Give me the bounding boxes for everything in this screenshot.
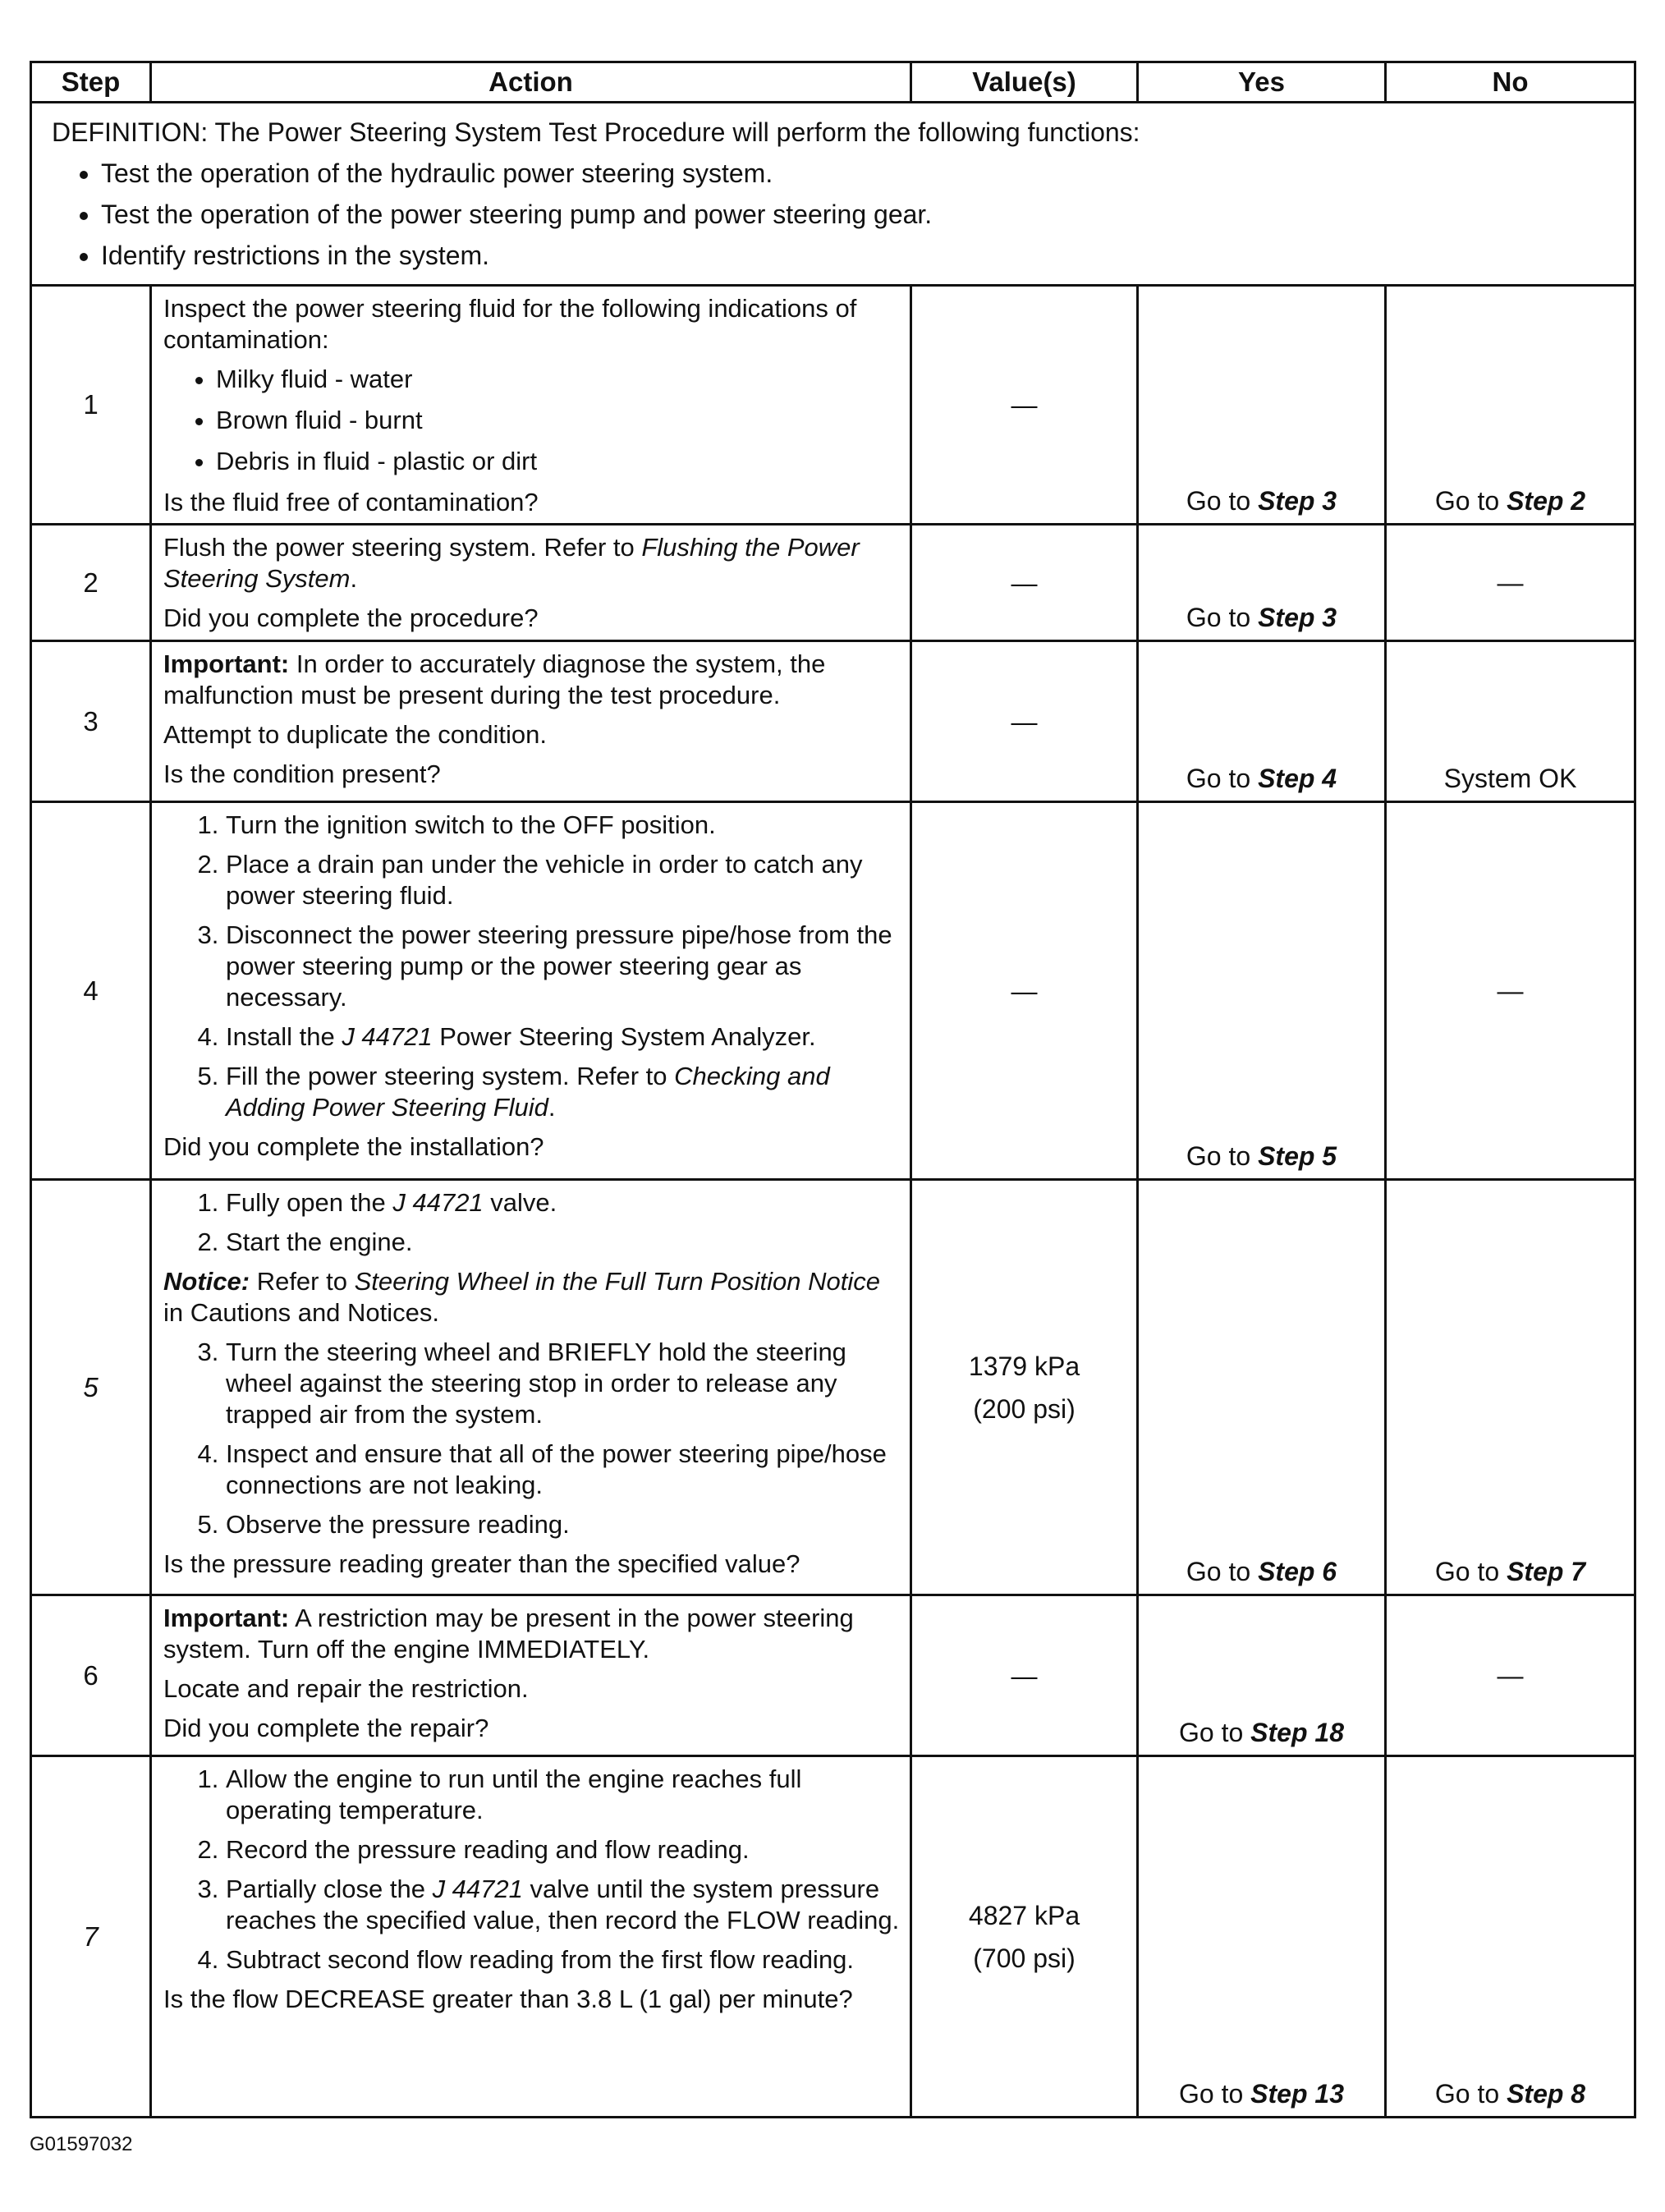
procedure-list <box>163 1187 901 1258</box>
yes-goto <box>1139 1141 1384 1172</box>
step-number: 3 <box>31 641 151 802</box>
goto-label: Go to <box>1434 1557 1500 1586</box>
yes-cell <box>1138 641 1386 802</box>
action-text <box>163 532 901 594</box>
no-dash: — <box>1497 975 1524 1005</box>
goto-step-number: 2 <box>1571 486 1586 516</box>
procedure-list <box>163 1764 901 1976</box>
important-note <box>163 1603 901 1665</box>
contamination-item: • Brown fluid - burnt <box>216 405 901 436</box>
important-note <box>163 649 901 711</box>
procedure-item: 5. Observe the pressure reading. <box>226 1509 901 1540</box>
action-question: Is the condition present? <box>163 760 441 788</box>
goto-step-number: 3 <box>1322 603 1337 632</box>
goto-step-number: 18 <box>1314 1718 1344 1747</box>
value-dash: — <box>1011 706 1038 737</box>
procedure-item: 1. Allow the engine to run until the engine reaches full operating temperature. <box>226 1764 901 1826</box>
definition-intro: DEFINITION: The Power Steering System Test Procedure will perform the following functions: <box>52 117 1140 147</box>
goto-label: Go to <box>1434 486 1500 516</box>
goto-step-number: 8 <box>1571 2079 1586 2109</box>
notice-note <box>163 1266 901 1329</box>
definition-bullet: • Test the operation of the power steering pump and power steering gear. <box>101 194 1634 235</box>
yes-cell <box>1138 802 1386 1180</box>
action-text-part: . <box>350 564 358 593</box>
procedure-reference: Checking and Adding Power Steering Fluid <box>226 1062 830 1122</box>
item-text: valve until the system pressure reaches the specified value, then record the FLOW reading. <box>226 1875 900 1934</box>
yes-cell <box>1138 286 1386 525</box>
definition-list <box>52 153 1634 276</box>
value-cell <box>911 1180 1138 1595</box>
step-number: 5 <box>31 1180 151 1595</box>
important-label: Important: <box>163 649 290 678</box>
item-text: Fill the power steering system. Refer to <box>226 1062 675 1090</box>
contamination-item: • Debris in fluid - plastic or dirt <box>216 446 901 477</box>
item-text: . <box>548 1093 556 1122</box>
definition-row <box>31 103 1635 286</box>
value-cell <box>911 641 1138 802</box>
step-row-5 <box>31 1180 1635 1595</box>
no-goto <box>1387 486 1634 516</box>
definition-cell <box>31 103 1635 286</box>
goto-step-word: Step <box>1507 486 1564 516</box>
action-cell <box>151 525 911 641</box>
item-text: Partially close the <box>226 1875 433 1903</box>
notice-text: Refer to <box>250 1267 355 1296</box>
notice-text: in Cautions and Notices. <box>163 1298 440 1327</box>
action-question: Did you complete the installation? <box>163 1132 544 1161</box>
value-cell <box>911 1756 1138 2118</box>
step-row-2 <box>31 525 1635 641</box>
goto-label: Go to <box>1179 1718 1244 1747</box>
yes-goto <box>1139 1557 1384 1587</box>
action-cell <box>151 286 911 525</box>
step-number: 6 <box>31 1595 151 1756</box>
no-result: System OK <box>1443 764 1577 793</box>
no-cell <box>1386 1756 1635 2118</box>
action-cell <box>151 1595 911 1756</box>
no-dash: — <box>1497 1660 1524 1690</box>
action-cell <box>151 1180 911 1595</box>
yes-cell <box>1138 1756 1386 2118</box>
no-cell <box>1386 641 1635 802</box>
no-cell <box>1386 802 1635 1180</box>
goto-step-word: Step <box>1507 2079 1564 2109</box>
goto-label: Go to <box>1186 764 1251 793</box>
action-intro: Inspect the power steering fluid for the following indications of contamination: <box>163 294 857 354</box>
no-cell <box>1386 1180 1635 1595</box>
step-number: 7 <box>31 1756 151 2118</box>
value-dash: — <box>1011 1660 1038 1691</box>
yes-cell <box>1138 1595 1386 1756</box>
procedure-item: 4. Inspect and ensure that all of the power steering pipe/hose connections are not leaking. <box>226 1439 901 1501</box>
value-dash: — <box>1011 975 1038 1006</box>
action-question: Is the pressure reading greater than the specified value? <box>163 1549 800 1578</box>
step-row-7 <box>31 1756 1635 2118</box>
goto-step-number: 5 <box>1322 1141 1337 1171</box>
action-text-part: Flush the power steering system. Refer to <box>163 533 642 562</box>
step-number: 1 <box>31 286 151 525</box>
goto-step-word: Step <box>1250 1718 1308 1747</box>
pressure-kpa: 4827 kPa <box>968 1900 1080 1930</box>
header-yes: Yes <box>1138 62 1386 103</box>
action-line: Attempt to duplicate the condition. <box>163 720 548 749</box>
contamination-list <box>163 364 901 477</box>
procedure-list <box>163 810 901 1123</box>
goto-step-word: Step <box>1258 764 1315 793</box>
value-cell <box>911 802 1138 1180</box>
tool-number: J 44721 <box>432 1875 523 1903</box>
no-cell <box>1386 1595 1635 1756</box>
tool-number: J 44721 <box>342 1022 433 1051</box>
goto-label: Go to <box>1186 1557 1251 1586</box>
procedure-item: 4. Subtract second flow reading from the first flow reading. <box>226 1944 901 1976</box>
no-dash: — <box>1497 567 1524 597</box>
value-dash: — <box>1011 390 1038 420</box>
yes-cell <box>1138 1180 1386 1595</box>
header-no: No <box>1386 62 1635 103</box>
goto-label: Go to <box>1179 2079 1244 2109</box>
procedure-item: 3. Turn the steering wheel and BRIEFLY hold the steering wheel against the steering stop in order to release any trapped air from the system. <box>226 1337 901 1430</box>
step-row-4 <box>31 802 1635 1180</box>
procedure-item <box>226 1874 901 1936</box>
header-row <box>31 62 1635 103</box>
yes-goto <box>1139 2079 1384 2109</box>
action-question: Is the flow DECREASE greater than 3.8 L (1 gal) per minute? <box>163 1985 853 2013</box>
goto-step-word: Step <box>1258 603 1315 632</box>
step-number: 4 <box>31 802 151 1180</box>
notice-label <box>163 1267 250 1296</box>
item-text: Install the <box>226 1022 342 1051</box>
no-goto <box>1387 1557 1634 1587</box>
goto-step-number: 13 <box>1314 2079 1344 2109</box>
important-text: A restriction may be present in the power steering system. Turn off the engine IMMEDIATELY. <box>163 1604 854 1664</box>
pressure-psi: (200 psi) <box>973 1393 1076 1424</box>
yes-goto <box>1139 486 1384 516</box>
tool-number: J 44721 <box>392 1188 484 1217</box>
action-question: Did you complete the procedure? <box>163 603 539 632</box>
goto-label: Go to <box>1186 603 1251 632</box>
action-cell <box>151 1756 911 2118</box>
step-number: 2 <box>31 525 151 641</box>
goto-label: Go to <box>1186 1141 1251 1171</box>
step-row-1 <box>31 286 1635 525</box>
no-cell <box>1386 286 1635 525</box>
important-label: Important: <box>163 1604 290 1632</box>
yes-goto <box>1139 603 1384 633</box>
value-cell <box>911 286 1138 525</box>
goto-step-number: 4 <box>1322 764 1337 793</box>
action-line: Locate and repair the restriction. <box>163 1674 529 1703</box>
procedure-reference: Flushing the Power Steering System <box>163 533 860 593</box>
goto-step-number: 7 <box>1571 1557 1586 1586</box>
goto-step-number: 6 <box>1322 1557 1337 1586</box>
procedure-item: 3. Disconnect the power steering pressure pipe/hose from the power steering pump or the power steering gear as necessary. <box>226 920 901 1013</box>
procedure-item: 2. Start the engine. <box>226 1227 901 1258</box>
step-row-6 <box>31 1595 1635 1756</box>
goto-step-word: Step <box>1250 2079 1308 2109</box>
definition-bullet: • Identify restrictions in the system. <box>101 235 1634 276</box>
pressure-kpa: 1379 kPa <box>968 1351 1080 1381</box>
goto-step-word: Step <box>1258 486 1315 516</box>
item-text: valve. <box>483 1188 557 1217</box>
procedure-item <box>226 1061 901 1123</box>
value-dash: — <box>1011 567 1038 598</box>
action-cell <box>151 641 911 802</box>
action-cell <box>151 802 911 1180</box>
step-row-3 <box>31 641 1635 802</box>
header-step: Step <box>31 62 151 103</box>
procedure-item <box>226 1021 901 1053</box>
procedure-list <box>163 1337 901 1540</box>
goto-step-word: Step <box>1507 1557 1564 1586</box>
goto-step-number: 3 <box>1322 486 1337 516</box>
procedure-item: 1. Turn the ignition switch to the OFF position. <box>226 810 901 841</box>
yes-goto <box>1139 764 1384 794</box>
yes-cell <box>1138 525 1386 641</box>
yes-goto <box>1139 1718 1384 1748</box>
diagnostic-table <box>30 61 1636 2118</box>
header-values: Value(s) <box>911 62 1138 103</box>
goto-label: Go to <box>1434 2079 1500 2109</box>
value-cell <box>911 1595 1138 1756</box>
procedure-item <box>226 1187 901 1218</box>
action-question: Is the fluid free of contamination? <box>163 488 539 516</box>
value-cell <box>911 525 1138 641</box>
notice-label-text: Notice: <box>163 1267 250 1296</box>
item-text: Fully open the <box>226 1188 393 1217</box>
goto-step-word: Step <box>1258 1557 1315 1586</box>
pressure-psi: (700 psi) <box>973 1943 1076 1973</box>
definition-bullet: • Test the operation of the hydraulic power steering system. <box>101 153 1634 194</box>
no-cell <box>1386 525 1635 641</box>
no-goto <box>1387 2079 1634 2109</box>
goto-step-word: Step <box>1258 1141 1315 1171</box>
action-question: Did you complete the repair? <box>163 1714 489 1742</box>
header-action: Action <box>151 62 911 103</box>
figure-id: G01597032 <box>30 2133 133 2155</box>
important-text: In order to accurately diagnose the system, the malfunction must be present during the test procedure. <box>163 649 826 709</box>
item-text: Power Steering System Analyzer. <box>432 1022 816 1051</box>
notice-reference: Steering Wheel in the Full Turn Position Notice <box>354 1267 880 1296</box>
procedure-item: 2. Place a drain pan under the vehicle in order to catch any power steering fluid. <box>226 849 901 911</box>
goto-label: Go to <box>1186 486 1251 516</box>
procedure-item: 2. Record the pressure reading and flow reading. <box>226 1834 901 1866</box>
contamination-item: • Milky fluid - water <box>216 364 901 395</box>
